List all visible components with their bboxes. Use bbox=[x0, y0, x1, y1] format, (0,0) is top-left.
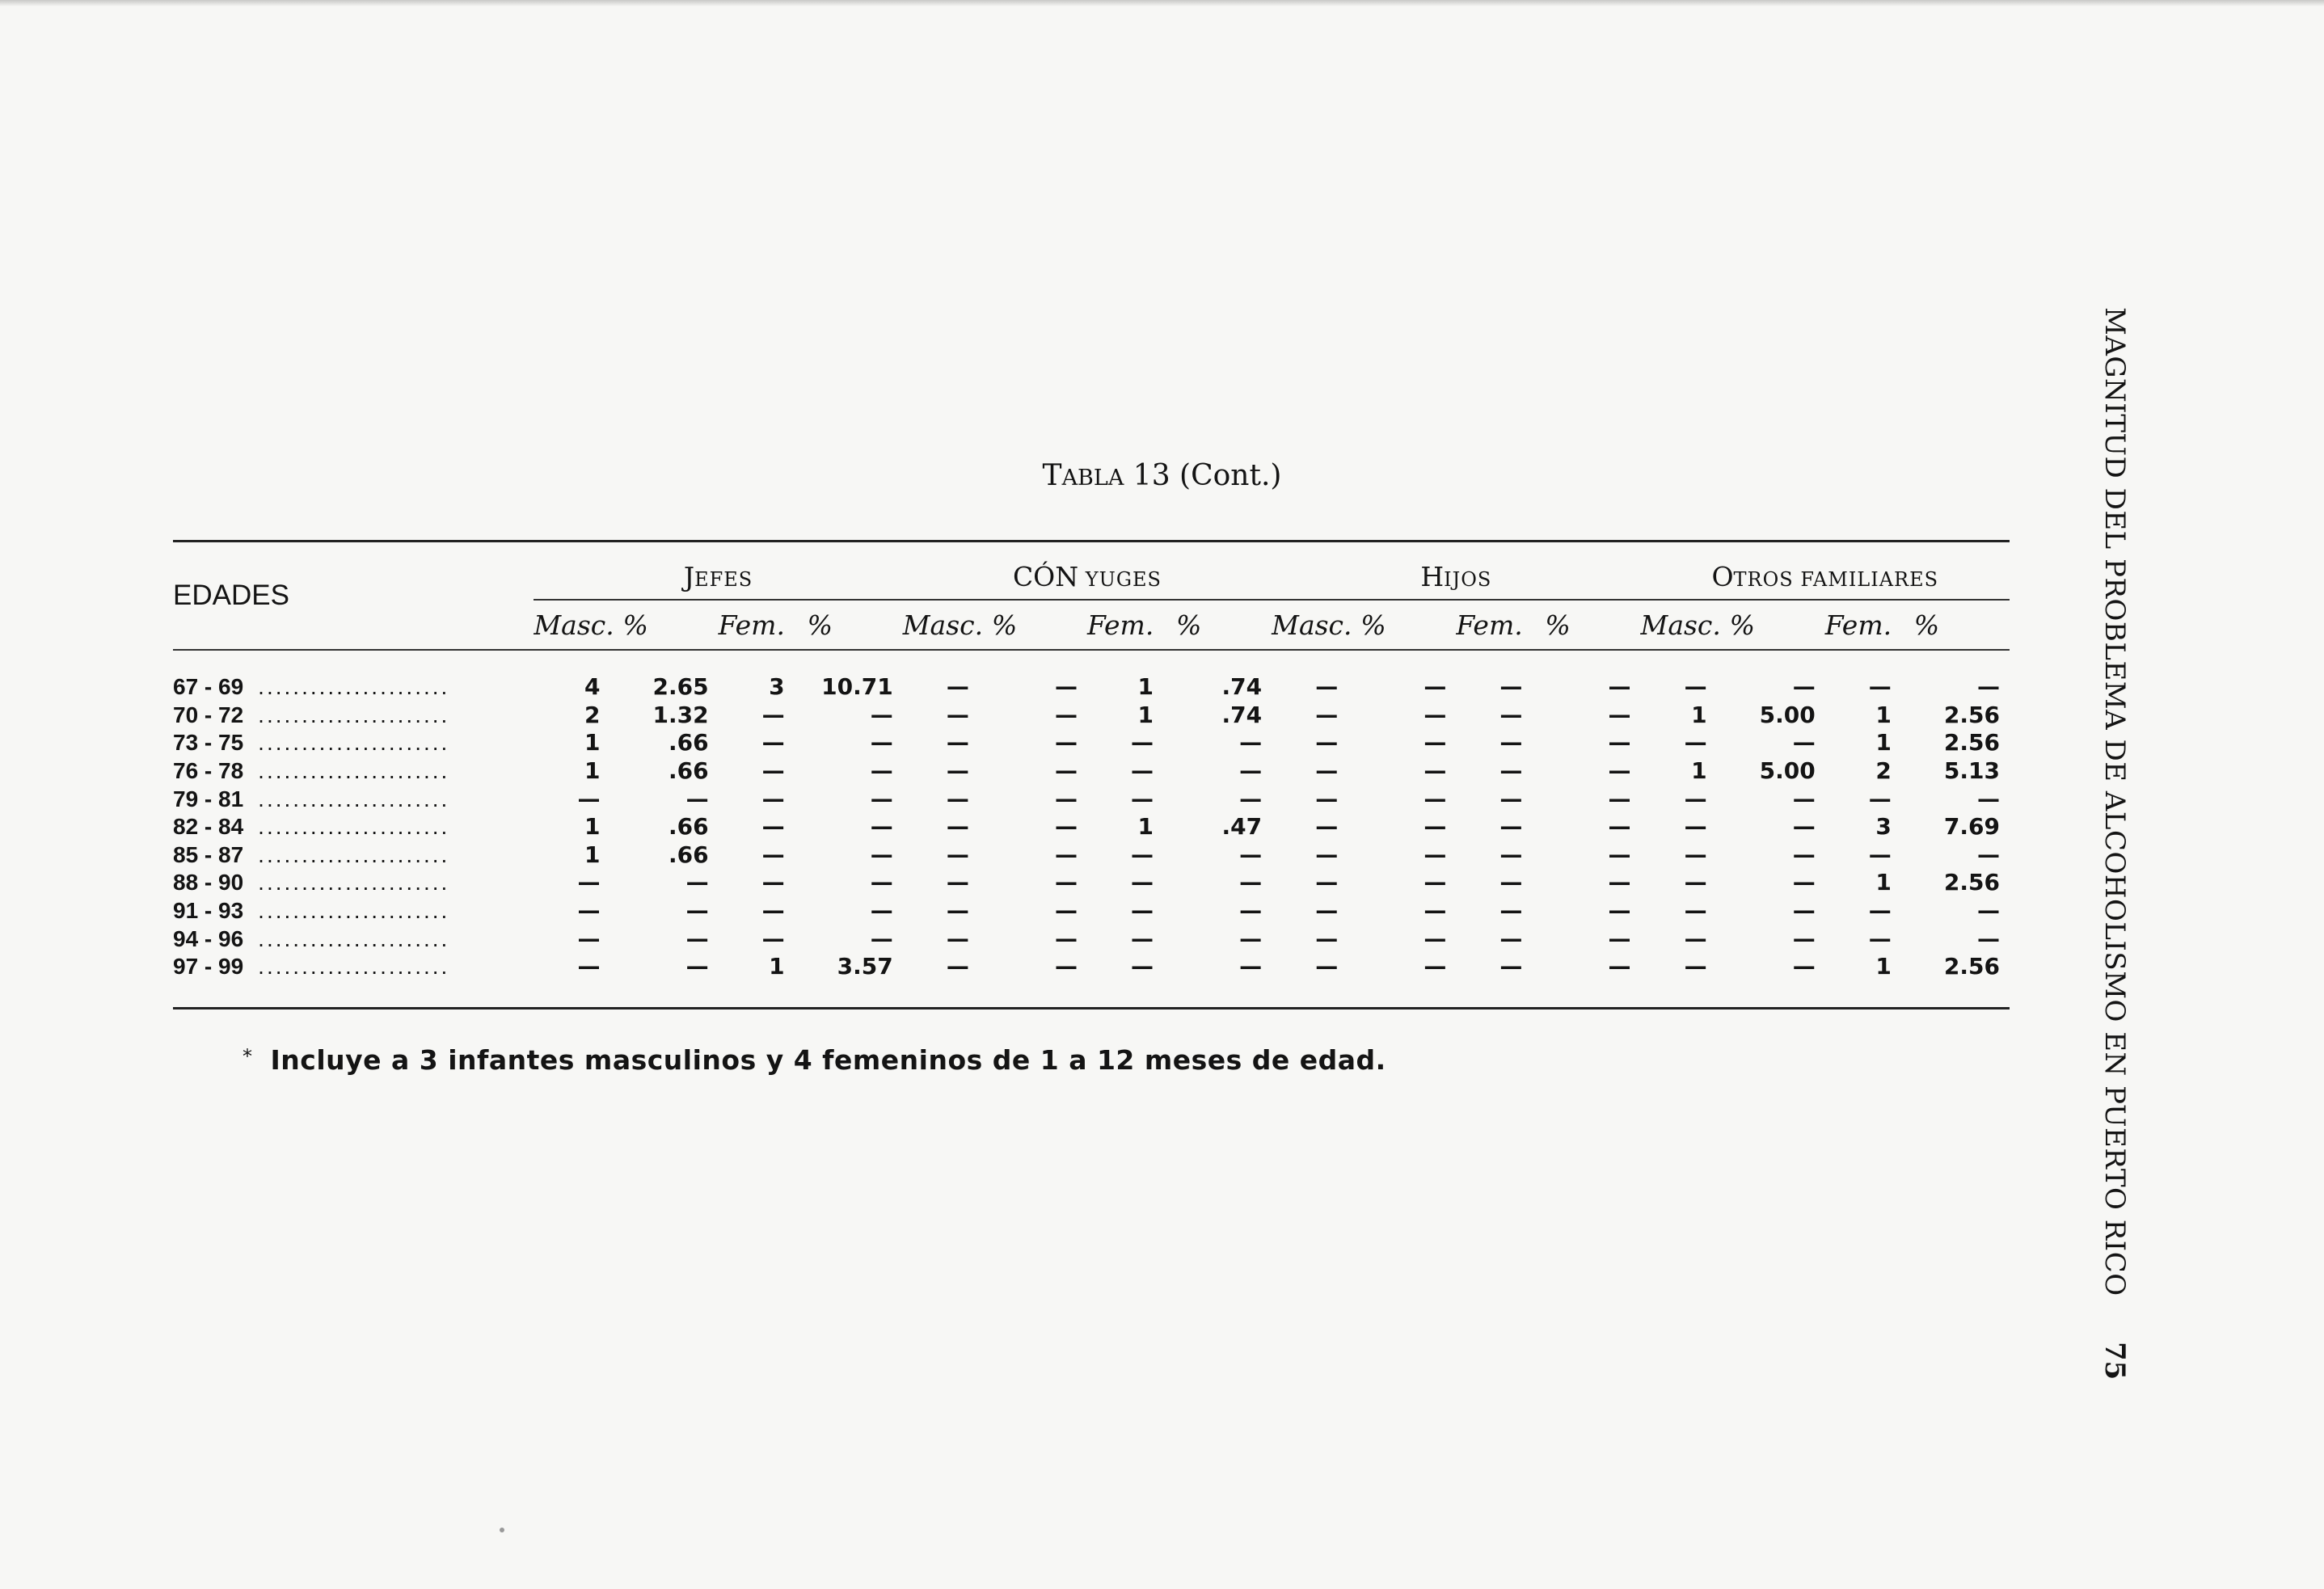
count-cell: — bbox=[1131, 757, 1154, 785]
percent-cell: — bbox=[1424, 869, 1447, 896]
percent-cell: 5.13 bbox=[1943, 757, 2000, 785]
percent-cell: .74 bbox=[1221, 673, 1263, 701]
count-cell: — bbox=[946, 729, 969, 757]
age-table-container bbox=[173, 540, 2010, 1009]
count-cell: — bbox=[1499, 757, 1523, 785]
count-cell: 4 bbox=[584, 673, 601, 701]
percent-cell: 2.65 bbox=[652, 673, 709, 701]
count-cell: — bbox=[1499, 785, 1523, 812]
percent-cell: — bbox=[1792, 925, 1816, 952]
table-title-prefix-small: ABLA bbox=[1061, 466, 1124, 491]
percent-cell: — bbox=[1977, 785, 2000, 812]
count-cell: — bbox=[761, 701, 785, 728]
count-cell: — bbox=[1499, 869, 1523, 896]
age-range-cell bbox=[173, 841, 534, 870]
count-cell: — bbox=[761, 925, 785, 952]
table-row bbox=[173, 925, 2010, 953]
count-cell: — bbox=[1131, 785, 1154, 812]
count-cell: — bbox=[1868, 925, 1892, 952]
age-range-cell bbox=[173, 897, 534, 925]
group-header-small: IJOS bbox=[1444, 568, 1492, 591]
count-cell: — bbox=[1315, 785, 1339, 812]
count-cell: 1 bbox=[1875, 869, 1892, 896]
count-cell: — bbox=[946, 757, 969, 785]
percent-cell: — bbox=[685, 925, 709, 952]
count-cell: — bbox=[577, 869, 601, 896]
group-header-cap: J bbox=[683, 561, 695, 592]
percent-cell: — bbox=[870, 897, 893, 925]
subheader-11: % bbox=[1533, 600, 1640, 650]
count-cell: — bbox=[761, 897, 785, 925]
group-header-0 bbox=[534, 542, 902, 601]
count-cell: — bbox=[1499, 953, 1523, 980]
table-header bbox=[173, 542, 2010, 651]
table-row bbox=[173, 702, 2010, 730]
percent-cell: — bbox=[1239, 841, 1263, 868]
subheader-9: % bbox=[1349, 600, 1456, 650]
count-cell: — bbox=[1868, 785, 1892, 812]
count-cell: — bbox=[1131, 841, 1154, 868]
dot-leader: ...................... bbox=[258, 702, 450, 727]
percent-cell: — bbox=[1608, 841, 1631, 868]
table-body bbox=[173, 650, 2010, 1009]
percent-cell: — bbox=[1239, 869, 1263, 896]
row-header-edades: EDADES bbox=[173, 542, 534, 651]
count-cell: 2 bbox=[584, 701, 601, 728]
age-range-label: 91 - 93 bbox=[173, 898, 244, 924]
group-header-cap: H bbox=[1420, 561, 1445, 592]
count-cell: — bbox=[761, 841, 785, 868]
count-cell: — bbox=[1684, 869, 1707, 896]
group-header-row bbox=[173, 542, 2010, 601]
percent-cell: — bbox=[1054, 953, 1078, 980]
subheader-0: Masc. bbox=[534, 600, 611, 650]
table-title-prefix-big: T bbox=[1042, 459, 1062, 492]
percent-cell: — bbox=[1608, 925, 1631, 952]
count-cell: — bbox=[946, 841, 969, 868]
count-cell: 1 bbox=[1875, 953, 1892, 980]
count-cell: — bbox=[946, 673, 969, 701]
age-range-cell bbox=[173, 953, 534, 1008]
percent-cell: — bbox=[1239, 729, 1263, 757]
group-header-1 bbox=[903, 542, 1272, 601]
percent-cell: — bbox=[870, 701, 893, 728]
group-header-small: TROS FAMILIARES bbox=[1733, 568, 1939, 591]
count-cell: — bbox=[1868, 673, 1892, 701]
percent-cell: .66 bbox=[668, 757, 709, 785]
age-range-cell bbox=[173, 757, 534, 786]
percent-cell: — bbox=[1608, 869, 1631, 896]
count-cell: 1 bbox=[584, 729, 601, 757]
age-range-cell bbox=[173, 813, 534, 841]
dot-leader: ...................... bbox=[258, 925, 450, 951]
percent-cell: — bbox=[1608, 785, 1631, 812]
percent-cell: — bbox=[1054, 841, 1078, 868]
percent-cell: — bbox=[1239, 785, 1263, 812]
group-header-small: YUGES bbox=[1078, 568, 1162, 591]
percent-cell: — bbox=[1608, 897, 1631, 925]
count-cell: — bbox=[1315, 729, 1339, 757]
count-cell: — bbox=[1499, 729, 1523, 757]
count-cell: — bbox=[1131, 869, 1154, 896]
count-cell: 3 bbox=[1875, 813, 1892, 841]
percent-cell: — bbox=[1239, 757, 1263, 785]
percent-cell: — bbox=[1608, 813, 1631, 841]
table-row bbox=[173, 953, 2010, 1008]
percent-cell: — bbox=[870, 785, 893, 812]
dot-leader: ...................... bbox=[258, 841, 450, 867]
count-cell: — bbox=[1499, 925, 1523, 952]
count-cell: 1 bbox=[584, 813, 601, 841]
count-cell: 1 bbox=[584, 757, 601, 785]
subheader-2: Fem. bbox=[719, 600, 796, 650]
percent-cell: — bbox=[685, 785, 709, 812]
subheader-7: % bbox=[1165, 600, 1272, 650]
count-cell: — bbox=[1131, 953, 1154, 980]
percent-cell: 5.00 bbox=[1759, 701, 1816, 728]
count-cell: — bbox=[1315, 701, 1339, 728]
count-cell: 1 bbox=[1875, 729, 1892, 757]
count-cell: — bbox=[1315, 953, 1339, 980]
percent-cell: — bbox=[1977, 673, 2000, 701]
table-bottom-rule-cell bbox=[173, 1008, 2010, 1009]
subheader-6: Fem. bbox=[1087, 600, 1165, 650]
percent-cell: .66 bbox=[668, 813, 709, 841]
group-header-cap: CÓN bbox=[1012, 561, 1079, 592]
count-cell: 2 bbox=[1875, 757, 1892, 785]
table-row bbox=[173, 869, 2010, 897]
percent-cell: — bbox=[870, 757, 893, 785]
table-title-rest: 13 (Cont.) bbox=[1124, 459, 1282, 492]
count-cell: 1 bbox=[1691, 757, 1707, 785]
percent-cell: — bbox=[1054, 673, 1078, 701]
count-cell: — bbox=[761, 813, 785, 841]
percent-cell: 10.71 bbox=[821, 673, 893, 701]
percent-cell: — bbox=[1424, 813, 1447, 841]
percent-cell: 5.00 bbox=[1759, 757, 1816, 785]
percent-cell: 2.56 bbox=[1943, 953, 2000, 980]
subheader-1: % bbox=[611, 600, 718, 650]
percent-cell: 3.57 bbox=[837, 953, 893, 980]
count-cell: — bbox=[1868, 841, 1892, 868]
percent-cell: — bbox=[1424, 729, 1447, 757]
count-cell: — bbox=[577, 897, 601, 925]
count-cell: — bbox=[1684, 897, 1707, 925]
subheader-5: % bbox=[981, 600, 1087, 650]
count-cell: — bbox=[1131, 897, 1154, 925]
age-range-label: 67 - 69 bbox=[173, 674, 244, 700]
dot-leader: ...................... bbox=[258, 814, 450, 840]
percent-cell: — bbox=[1424, 841, 1447, 868]
count-cell: — bbox=[1315, 673, 1339, 701]
percent-cell: — bbox=[1792, 729, 1816, 757]
percent-cell: — bbox=[1424, 673, 1447, 701]
percent-cell: — bbox=[1054, 785, 1078, 812]
dot-leader: ...................... bbox=[258, 758, 450, 784]
age-range-cell bbox=[173, 702, 534, 730]
count-cell: — bbox=[1684, 673, 1707, 701]
age-range-label: 82 - 84 bbox=[173, 814, 244, 840]
group-header-3 bbox=[1641, 542, 2010, 601]
subheader-4: Masc. bbox=[903, 600, 981, 650]
dot-leader: ...................... bbox=[258, 954, 450, 980]
group-header-cap: O bbox=[1711, 561, 1734, 592]
footnote-text: Incluye a 3 infantes masculinos y 4 femeninos de 1 a 12 meses de edad. bbox=[270, 1044, 1386, 1076]
percent-cell: — bbox=[1792, 673, 1816, 701]
count-cell: — bbox=[1315, 813, 1339, 841]
page-number: 75 bbox=[2098, 1342, 2131, 1380]
percent-cell: .66 bbox=[668, 841, 709, 868]
count-cell: 1 bbox=[1137, 701, 1154, 728]
count-cell: — bbox=[1684, 953, 1707, 980]
count-cell: 1 bbox=[1137, 813, 1154, 841]
count-cell: — bbox=[1315, 925, 1339, 952]
percent-cell: — bbox=[685, 953, 709, 980]
percent-cell: — bbox=[1792, 897, 1816, 925]
dot-leader: ...................... bbox=[258, 674, 450, 700]
age-range-label: 88 - 90 bbox=[173, 870, 244, 896]
percent-cell: .66 bbox=[668, 729, 709, 757]
age-range-label: 76 - 78 bbox=[173, 758, 244, 784]
count-cell: — bbox=[1499, 841, 1523, 868]
dot-leader: ...................... bbox=[258, 870, 450, 896]
count-cell: — bbox=[946, 953, 969, 980]
percent-cell: — bbox=[1608, 953, 1631, 980]
count-cell: — bbox=[577, 785, 601, 812]
scan-speck bbox=[500, 1528, 504, 1532]
table-row bbox=[173, 785, 2010, 813]
table-title bbox=[0, 459, 2324, 492]
percent-cell: 2.56 bbox=[1943, 729, 2000, 757]
count-cell: — bbox=[761, 785, 785, 812]
percent-cell: — bbox=[1424, 785, 1447, 812]
count-cell: — bbox=[946, 897, 969, 925]
footnote-marker: * bbox=[243, 1045, 253, 1068]
subheader-13: % bbox=[1719, 600, 1825, 650]
percent-cell: — bbox=[870, 841, 893, 868]
percent-cell: — bbox=[1239, 925, 1263, 952]
age-range-label: 97 - 99 bbox=[173, 954, 244, 980]
percent-cell: — bbox=[685, 869, 709, 896]
count-cell: 3 bbox=[769, 673, 785, 701]
percent-cell: — bbox=[870, 813, 893, 841]
count-cell: — bbox=[577, 925, 601, 952]
percent-cell: — bbox=[1792, 785, 1816, 812]
subheader-3: % bbox=[796, 600, 903, 650]
count-cell: — bbox=[1315, 869, 1339, 896]
count-cell: — bbox=[946, 813, 969, 841]
percent-cell: — bbox=[1424, 953, 1447, 980]
subheader-15: % bbox=[1903, 600, 2010, 650]
percent-cell: — bbox=[1424, 897, 1447, 925]
count-cell: 1 bbox=[1875, 701, 1892, 728]
count-cell: 1 bbox=[584, 841, 601, 868]
count-cell: — bbox=[1315, 757, 1339, 785]
percent-cell: — bbox=[1054, 729, 1078, 757]
count-cell: — bbox=[1131, 729, 1154, 757]
percent-cell: — bbox=[870, 869, 893, 896]
count-cell: — bbox=[1684, 729, 1707, 757]
table-row bbox=[173, 650, 2010, 702]
count-cell: — bbox=[1499, 701, 1523, 728]
percent-cell: — bbox=[1424, 701, 1447, 728]
count-cell: — bbox=[1315, 897, 1339, 925]
percent-cell: — bbox=[1792, 869, 1816, 896]
percent-cell: — bbox=[870, 925, 893, 952]
age-range-label: 73 - 75 bbox=[173, 730, 244, 756]
percent-cell: — bbox=[1054, 813, 1078, 841]
count-cell: — bbox=[1868, 897, 1892, 925]
percent-cell: — bbox=[1792, 813, 1816, 841]
table-row bbox=[173, 729, 2010, 757]
subheader-14: Fem. bbox=[1825, 600, 1903, 650]
percent-cell: — bbox=[1239, 953, 1263, 980]
count-cell: — bbox=[761, 729, 785, 757]
group-header-2 bbox=[1272, 542, 1640, 601]
table-row bbox=[173, 841, 2010, 870]
percent-cell: — bbox=[1054, 869, 1078, 896]
count-cell: 1 bbox=[1137, 673, 1154, 701]
count-cell: — bbox=[1315, 841, 1339, 868]
age-range-cell bbox=[173, 869, 534, 897]
percent-cell: — bbox=[1424, 925, 1447, 952]
percent-cell: — bbox=[1608, 757, 1631, 785]
percent-cell: — bbox=[1054, 897, 1078, 925]
percent-cell: 2.56 bbox=[1943, 701, 2000, 728]
scan-top-edge bbox=[0, 0, 2324, 6]
count-cell: — bbox=[1499, 897, 1523, 925]
percent-cell: — bbox=[1977, 925, 2000, 952]
percent-cell: — bbox=[1608, 701, 1631, 728]
dot-leader: ...................... bbox=[258, 898, 450, 924]
count-cell: — bbox=[761, 757, 785, 785]
percent-cell: — bbox=[870, 729, 893, 757]
subheader-10: Fem. bbox=[1456, 600, 1533, 650]
table-row bbox=[173, 757, 2010, 786]
count-cell: 1 bbox=[1691, 701, 1707, 728]
percent-cell: — bbox=[1792, 953, 1816, 980]
running-head: MAGNITUD DEL PROBLEMA DE ALCOHOLISMO EN PUERTO RICO bbox=[2098, 307, 2131, 1296]
percent-cell: — bbox=[1977, 897, 2000, 925]
table-row bbox=[173, 813, 2010, 841]
percent-cell: 1.32 bbox=[652, 701, 709, 728]
percent-cell: .74 bbox=[1221, 701, 1263, 728]
count-cell: — bbox=[1684, 925, 1707, 952]
table-row bbox=[173, 897, 2010, 925]
age-range-label: 79 - 81 bbox=[173, 786, 244, 811]
subheader-12: Masc. bbox=[1641, 600, 1719, 650]
percent-cell: — bbox=[1977, 841, 2000, 868]
count-cell: 1 bbox=[769, 953, 785, 980]
count-cell: — bbox=[946, 701, 969, 728]
percent-cell: 2.56 bbox=[1943, 869, 2000, 896]
percent-cell: — bbox=[1608, 729, 1631, 757]
dot-leader: ...................... bbox=[258, 786, 450, 811]
percent-cell: — bbox=[1054, 925, 1078, 952]
count-cell: — bbox=[577, 953, 601, 980]
percent-cell: — bbox=[1239, 897, 1263, 925]
count-cell: — bbox=[1499, 673, 1523, 701]
percent-cell: — bbox=[1054, 701, 1078, 728]
count-cell: — bbox=[1499, 813, 1523, 841]
age-range-cell bbox=[173, 925, 534, 953]
subheader-8: Masc. bbox=[1272, 600, 1349, 650]
percent-cell: .47 bbox=[1221, 813, 1263, 841]
age-range-label: 70 - 72 bbox=[173, 702, 244, 727]
footnote bbox=[243, 1044, 1386, 1076]
age-range-cell bbox=[173, 785, 534, 813]
age-range-cell bbox=[173, 729, 534, 757]
count-cell: — bbox=[1131, 925, 1154, 952]
age-range-label: 85 - 87 bbox=[173, 841, 244, 867]
percent-cell: — bbox=[1054, 757, 1078, 785]
count-cell: — bbox=[761, 869, 785, 896]
group-header-small: EFES bbox=[694, 568, 753, 591]
percent-cell: — bbox=[1608, 673, 1631, 701]
table-bottom-rule bbox=[173, 1008, 2010, 1009]
percent-cell: — bbox=[685, 897, 709, 925]
count-cell: — bbox=[946, 869, 969, 896]
count-cell: — bbox=[1684, 841, 1707, 868]
percent-cell: — bbox=[1792, 841, 1816, 868]
age-range-label: 94 - 96 bbox=[173, 925, 244, 951]
age-table bbox=[173, 540, 2010, 1009]
count-cell: — bbox=[946, 925, 969, 952]
count-cell: — bbox=[1684, 785, 1707, 812]
count-cell: — bbox=[946, 785, 969, 812]
dot-leader: ...................... bbox=[258, 730, 450, 756]
count-cell: — bbox=[1684, 813, 1707, 841]
age-range-cell bbox=[173, 650, 534, 702]
percent-cell: — bbox=[1424, 757, 1447, 785]
percent-cell: 7.69 bbox=[1943, 813, 2000, 841]
